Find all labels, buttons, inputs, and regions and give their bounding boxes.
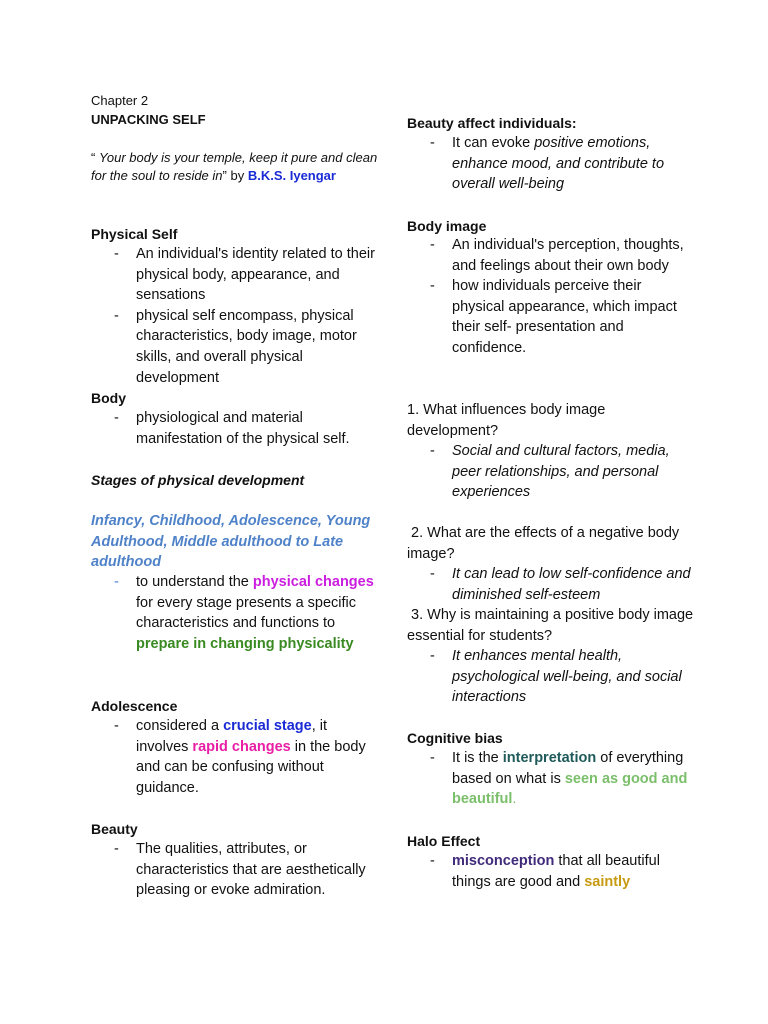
stages-list: Infancy, Childhood, Adolescence, Young Adulthood, Middle adulthood to Late adulthood [91,513,371,571]
beauty-affect-heading: Beauty affect individuals: [407,115,577,131]
body-image-heading: Body image [407,218,487,234]
list-item: - It is the interpretation of everything based on what is seen as good and beautiful. [430,750,688,808]
chapter-label: Chapter 2 [91,93,149,108]
highlight-physical-changes: physical changes [252,574,374,590]
list-item: - considered a crucial stage, it involves rapid changes in the body and can be confusing without guidance. [114,718,366,796]
answer-1 [407,441,697,503]
chapter-title: UNPACKING SELF [91,112,206,127]
list-item: - to understand the physical changes for every stage presents a specific characteristics and functions to prepare in changing physicality [114,574,374,652]
quote-author: B.K.S. Iyengar [247,168,336,183]
body-image-list [407,235,697,359]
stages-heading: Stages of physical development [91,472,305,488]
list-item: - It enhances mental health, psychological well-being, and social interactions [430,648,682,706]
highlight-rapid-changes: rapid changes [192,738,291,755]
quote-close: ” by [222,168,248,183]
beauty-heading: Beauty [91,821,138,837]
cognitive-bias-item [407,748,697,810]
list-item: - An individual's identity related to their physical body, appearance, and sensations [114,246,375,304]
question-3: 3. Why is maintaining a positive body image essential for students? [407,607,698,644]
beauty-affect-item [407,133,697,195]
list-item: - It can evoke positive emotions, enhance mood, and contribute to overall well-being [430,135,665,193]
body-heading: Body [91,390,126,406]
highlight-interpretation: interpretation [502,750,597,766]
physical-self-heading: Physical Self [91,226,178,242]
highlight-prepare: prepare in changing physicality [136,635,354,652]
answer-2 [407,564,697,605]
list-item: - physical self encompass, physical characteristics, body image, motor skills, and overall physical development [114,307,357,386]
highlight-saintly: saintly [584,873,631,890]
body-list [91,408,381,449]
highlight-misconception: misconception [452,853,555,869]
list-item: - physiological and material manifestation of the physical self. [114,410,350,447]
physical-self-list [91,244,381,388]
list-item: - how individuals perceive their physical appearance, which impact their self- presentation and confidence. [430,278,677,356]
list-item: - An individual's perception, thoughts, and feelings about their own body [430,237,684,274]
halo-item [407,851,697,892]
halo-heading: Halo Effect [407,833,481,849]
beauty-list [91,839,381,901]
stages-item [91,572,381,654]
list-item: - misconception that all beautiful things are good and saintly [430,853,660,890]
adolescence-item [91,716,381,798]
cognitive-bias-heading: Cognitive bias [407,730,503,746]
quote [91,149,381,185]
highlight-crucial-stage: crucial stage [223,718,312,734]
list-item: - Social and cultural factors, media, peer relationships, and personal experiences [430,443,670,501]
quote-text: Your body is your temple, keep it pure and clean for the soul to reside in [91,150,378,183]
quote-open: “ [91,150,99,165]
list-item: - The qualities, attributes, or characteristics that are aesthetically pleasing or evoke admiration. [114,841,366,899]
answer-3 [407,646,697,708]
highlight-seen-good: seen as good and beautiful [452,770,688,808]
question-2: 2. What are the effects of a negative body image? [407,525,684,562]
list-item: - It can lead to low self-confidence and diminished self-esteem [430,566,691,603]
adolescence-heading: Adolescence [91,698,178,714]
question-1: 1. What influences body image development? [407,402,606,439]
